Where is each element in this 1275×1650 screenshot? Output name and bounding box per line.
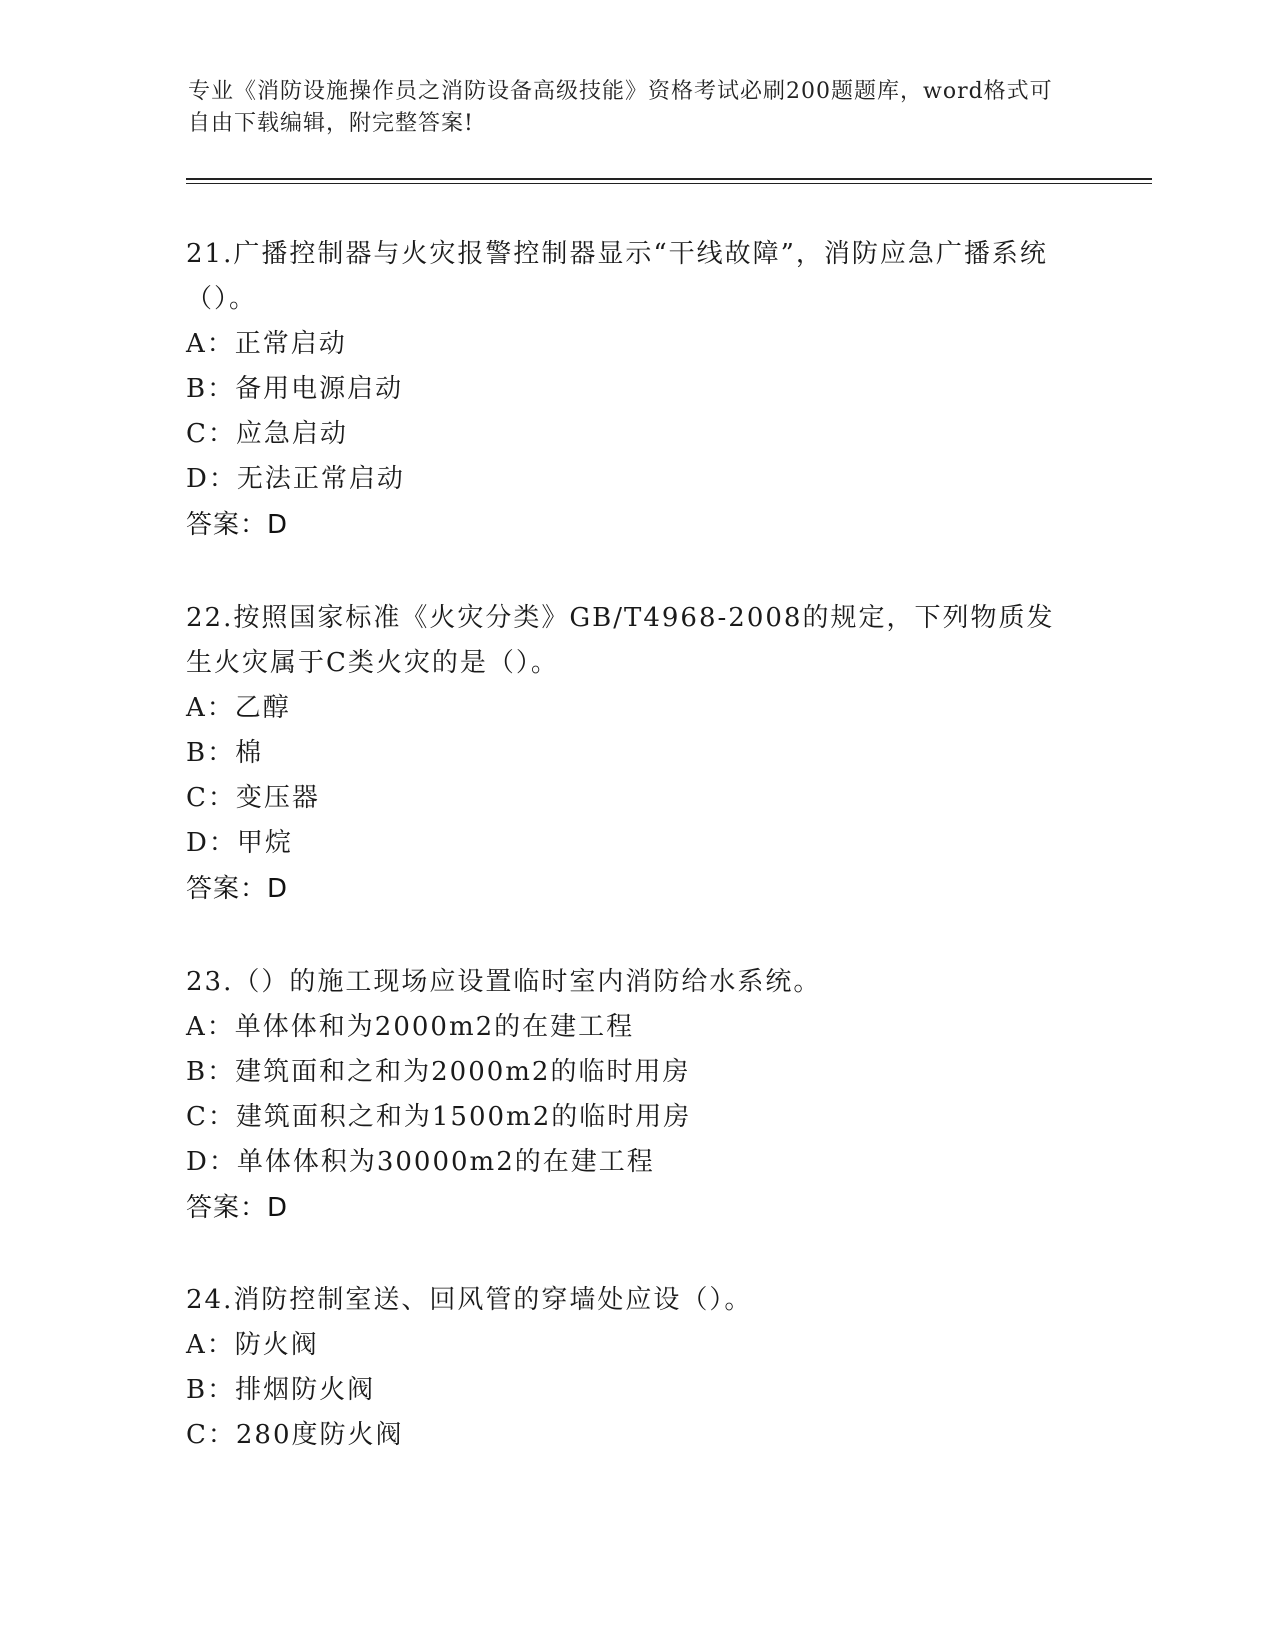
header-divider <box>186 178 1152 180</box>
option-c: C：应急启动 <box>186 419 348 449</box>
option-d: D：无法正常启动 <box>186 464 405 494</box>
answer: 答案：D <box>186 874 289 904</box>
option-c: C：280度防火阀 <box>186 1420 404 1450</box>
option-a: A：乙醇 <box>186 693 291 723</box>
option-b: B：排烟防火阀 <box>186 1375 376 1405</box>
answer: 答案：D <box>186 1193 289 1223</box>
option-a: A：正常启动 <box>186 329 347 359</box>
question-stem: 24.消防控制室送、回风管的穿墙处应设（）。 <box>186 1285 753 1315</box>
option-a: A：防火阀 <box>186 1330 319 1360</box>
option-d: D：单体体积为30000m2的在建工程 <box>186 1147 655 1177</box>
question-21 <box>186 232 1076 548</box>
question-stem: 21.广播控制器与火灾报警控制器显示“干线故障”，消防应急广播系统（）。 <box>186 239 1048 314</box>
option-c: C：变压器 <box>186 783 320 813</box>
question-22 <box>186 596 1076 912</box>
option-d: D：甲烷 <box>186 828 293 858</box>
question-stem: 23.（）的施工现场应设置临时室内消防给水系统。 <box>186 967 822 997</box>
question-23 <box>186 960 1076 1231</box>
option-b: B：建筑面和之和为2000m2的临时用房 <box>186 1057 691 1087</box>
answer: 答案：D <box>186 510 289 540</box>
option-b: B：棉 <box>186 738 264 768</box>
option-c: C：建筑面积之和为1500m2的临时用房 <box>186 1102 692 1132</box>
option-b: B：备用电源启动 <box>186 374 404 404</box>
header-divider-thin <box>186 183 1152 184</box>
option-a: A：单体体和为2000m2的在建工程 <box>186 1012 635 1042</box>
question-stem: 22.按照国家标准《火灾分类》GB/T4968-2008的规定，下列物质发生火灾属于C类火灾的是（）。 <box>186 603 1055 678</box>
header-intro: 专业《消防设施操作员之消防设备高级技能》资格考试必刷200题题库，word格式可自由下载编辑，附完整答案! <box>188 79 1053 136</box>
question-24 <box>186 1278 1076 1458</box>
